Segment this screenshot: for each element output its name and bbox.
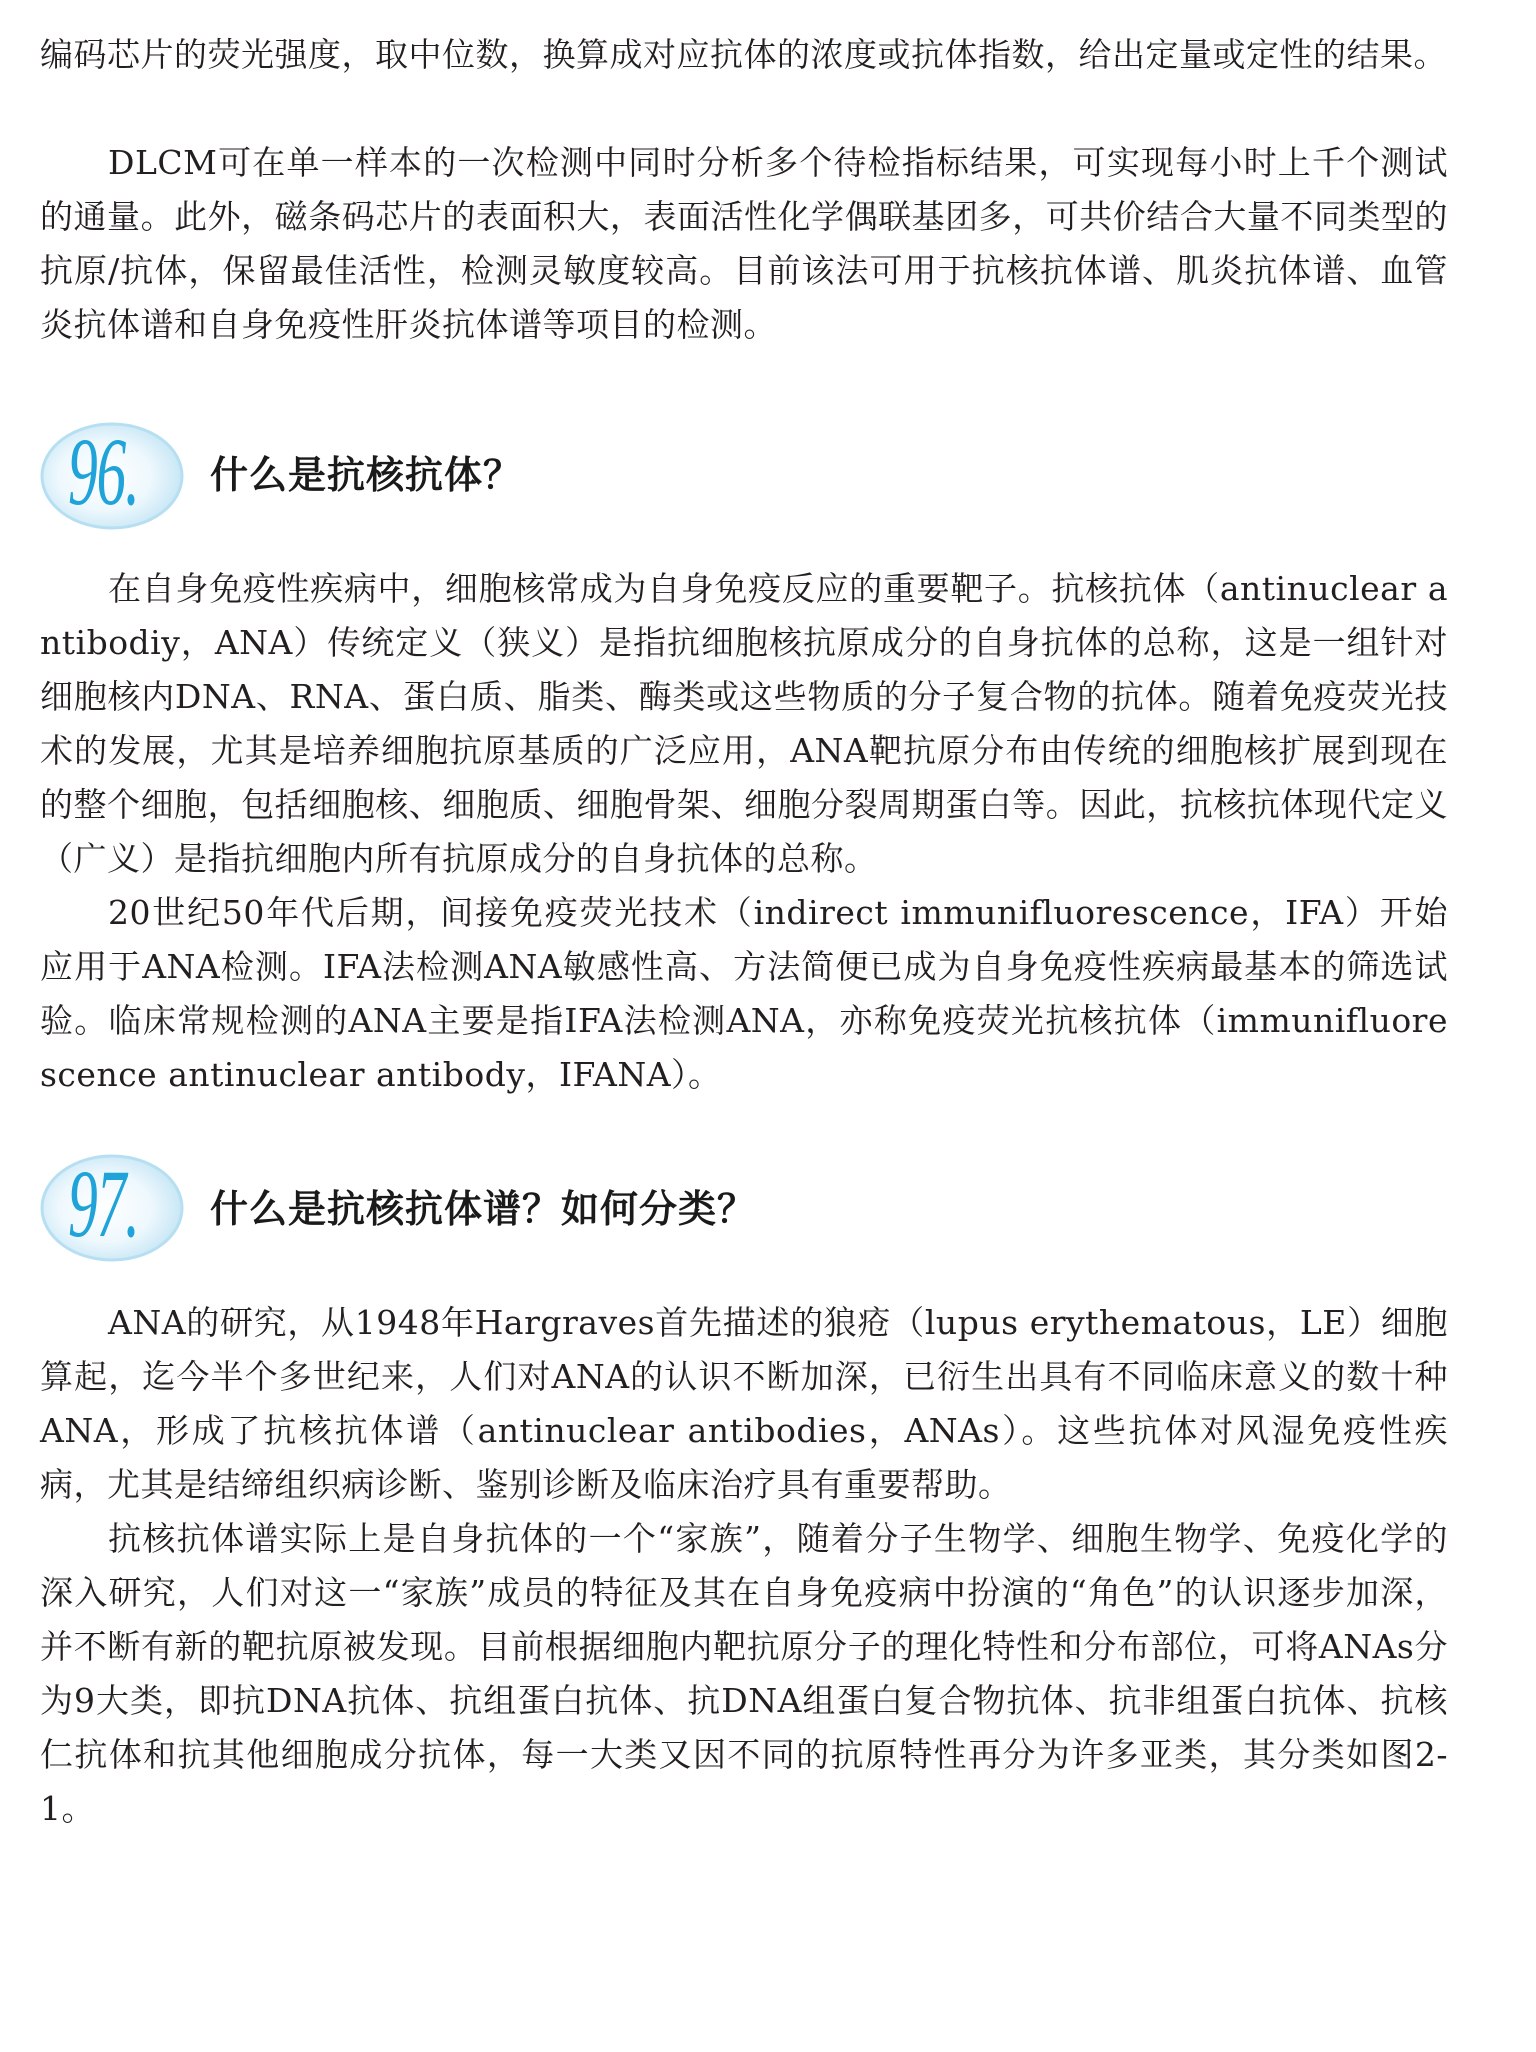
section-title: 什么是抗核抗体？ xyxy=(210,453,523,497)
paragraph-ana-research: ANA的研究，从1948年Hargraves首先描述的狼疮（lupus erythematous，LE）细胞算起，迄今半个多世纪来，人们对ANA的认识不断加深，已衍生出具有不同临床意义的数十种ANA，形成了抗核抗体谱（antinuclear antibodies，ANAs）。这些抗体对风湿免疫性疾病，尤其是结缔组织病诊断、鉴别诊断及临床治疗具有重要帮助。 xyxy=(40,1303,1448,1504)
paragraph-ifa-history: 20世纪50年代后期，间接免疫荧光技术（indirect immunifluorescence，IFA）开始应用于ANA检测。IFA法检测ANA敏感性高、方法简便已成为自身免疫性疾病最基本的筛选试验。临床常规检测的ANA主要是指IFA法检测ANA，亦称免疫荧光抗核抗体（immunifluorescence antinuclear antibody，IFANA）。 xyxy=(40,893,1448,1094)
paragraph-intro-continued: 编码芯片的荧光强度，取中位数，换算成对应抗体的浓度或抗体指数，给出定量或定性的结果。 xyxy=(40,35,1447,74)
section-97-heading xyxy=(38,1146,1138,1266)
section-96-heading xyxy=(38,414,1138,534)
section-number: 96. xyxy=(68,418,139,525)
section-number: 97. xyxy=(68,1150,139,1257)
section-title: 什么是抗核抗体谱？如何分类？ xyxy=(210,1187,757,1231)
paragraph-dlcm: DLCM可在单一样本的一次检测中同时分析多个待检指标结果，可实现每小时上千个测试的通量。此外，磁条码芯片的表面积大，表面活性化学偶联基团多，可共价结合大量不同类型的抗原/抗体，保留最佳活性，检测灵敏度较高。目前该法可用于抗核抗体谱、肌炎抗体谱、血管炎抗体谱和自身免疫性肝炎抗体谱等项目的检测。 xyxy=(40,143,1448,344)
paragraph-ana-classification: 抗核抗体谱实际上是自身抗体的一个“家族”，随着分子生物学、细胞生物学、免疫化学的深入研究，人们对这一“家族”成员的特征及其在自身免疫病中扮演的“角色”的认识逐步加深，并不断有新的靶抗原被发现。目前根据细胞内靶抗原分子的理化特性和分布部位，可将ANAs分为9大类，即抗DNA抗体、抗组蛋白抗体、抗DNA组蛋白复合物抗体、抗非组蛋白抗体、抗核仁抗体和抗其他细胞成分抗体，每一大类又因不同的抗原特性再分为许多亚类，其分类如图2-1。 xyxy=(40,1519,1448,1828)
paragraph-ana-definition: 在自身免疫性疾病中，细胞核常成为自身免疫反应的重要靶子。抗核抗体（antinuclear antibodiy，ANA）传统定义（狭义）是指抗细胞核抗原成分的自身抗体的总称，这是一组针对细胞核内DNA、RNA、蛋白质、脂类、酶类或这些物质的分子复合物的抗体。随着免疫荧光技术的发展，尤其是培养细胞抗原基质的广泛应用，ANA靶抗原分布由传统的细胞核扩展到现在的整个细胞，包括细胞核、细胞质、细胞骨架、细胞分裂周期蛋白等。因此，抗核抗体现代定义（广义）是指抗细胞内所有抗原成分的自身抗体的总称。 xyxy=(40,569,1448,878)
